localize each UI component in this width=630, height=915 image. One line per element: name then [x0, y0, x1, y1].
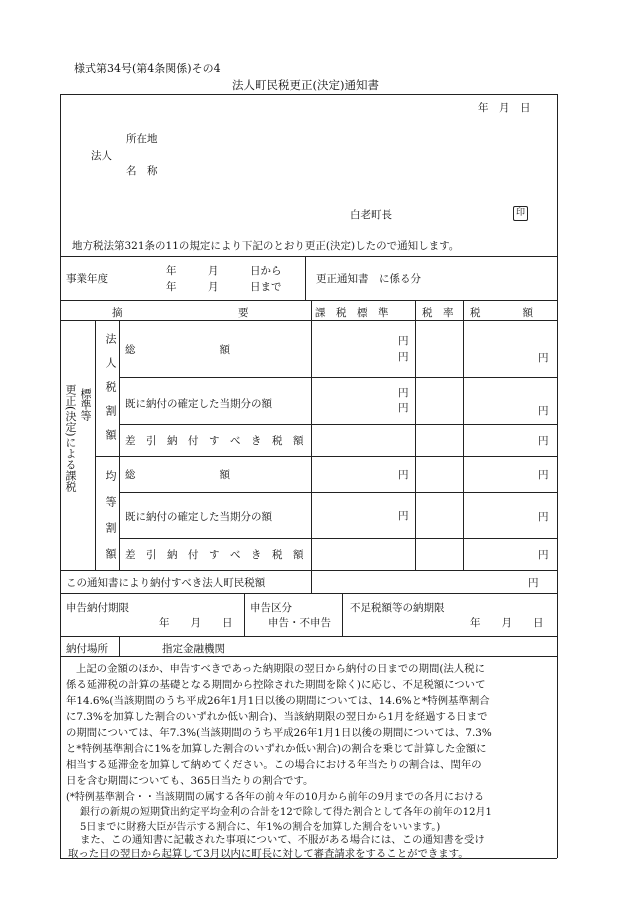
shortfall-deadline-date: 年 月 日: [470, 617, 544, 629]
standard-label: 標準等: [79, 388, 92, 421]
fiscal-year-label: 事業年度: [66, 273, 108, 285]
payment-place-label: 納付場所: [66, 643, 108, 655]
corp-paid-standard-yen-1: 円: [398, 387, 409, 399]
body-line: また、この通知書に記載された事項について、不服がある場合には、この通知書を受け: [80, 834, 485, 846]
deadline-label: 申告納付期限: [66, 602, 129, 614]
pc-diff-tax-yen: 円: [538, 549, 549, 561]
col-tax: 税 額: [470, 307, 533, 319]
filing-class-label: 申告区分: [250, 602, 292, 614]
body-line: と*特例基準割合に1%を加算した割合のいずれか低い割合)の割合を乗じて計算した金額に: [66, 743, 487, 755]
body-line: に7.3%を加算した割合のいずれか低い割合)、当該納期限の翌日から1月を経過する日まで: [66, 711, 488, 723]
section-label: 更正(決定)による課税: [64, 384, 77, 492]
body-line: 相当する延滞金を加算して納めてください。この場合における年当たりの割合は、閏年の: [66, 759, 482, 771]
total-due-label: この通知書により納付すべき法人町民税額: [66, 577, 266, 589]
col-summary: 摘 要: [112, 307, 249, 319]
fiscal-year-to: 年 月 日まで: [166, 281, 282, 293]
corp-paid-standard-yen-2: 円: [398, 402, 409, 414]
fiscal-year-from: 年 月 日から: [166, 265, 282, 277]
issue-date: 年 月 日: [478, 102, 531, 114]
col-rate: 税 率: [422, 307, 454, 319]
deadline-date: 年 月 日: [159, 617, 233, 629]
corp-tax-label: 法人税割額: [104, 333, 117, 453]
body-line: 年14.6%(当該期間のうち平成26年1月1日以後の期間については、14.6%と*特例基準割合: [66, 695, 490, 707]
body-line: 日を含む期間についても、365日当たりの割合です。: [66, 775, 314, 787]
body-line: 銀行の新規の短期貸出約定平均金利の合計を12で除して得た割合として各年の前年の12月1: [80, 807, 492, 818]
body-line: 係る延滞税の計算の基礎となる期間から控除された期間を除く)に応じ、不足税額について: [66, 679, 486, 691]
corp-diff-tax-yen: 円: [538, 435, 549, 447]
pc-paid-standard-yen: 円: [398, 510, 409, 522]
pc-paid-label: 既に納付の確定した当期分の額: [125, 511, 272, 523]
body-line: 上記の金額のほか、申告すべきであった納期限の翌日から納付の日までの期間(法人税に: [76, 663, 485, 675]
filing-class-value: 申告・不申告: [268, 617, 331, 629]
pc-paid-tax-yen: 円: [538, 511, 549, 523]
corporation-label: 法人: [91, 150, 112, 162]
body-line: 5日までに財務大臣が告示する割合に、年1%の割合を加算した割合をいいます。): [80, 822, 441, 833]
corp-total-tax-yen: 円: [538, 352, 549, 364]
pc-total-tax-yen: 円: [538, 469, 549, 481]
pc-total-standard-yen: 円: [398, 469, 409, 481]
body-line: の期間については、年7.3%(当該期間のうち平成26年1月1日以後の期間については、7.3%: [66, 727, 492, 739]
corp-total-standard-yen-1: 円: [398, 335, 409, 347]
related-notice: 更正通知書 に係る分: [316, 273, 421, 285]
corp-diff-label: 差 引 納 付 す べ き 税 額: [125, 435, 304, 447]
pc-total-label: 総 額: [125, 469, 230, 481]
body-line: (*特例基準割合・・当該期間の属する各年の前々年の10月から前年の9月までの各月における: [66, 792, 484, 803]
seal-mark: 印: [513, 206, 528, 221]
col-standard: 課 税 標 準: [315, 307, 389, 319]
mayor-name: 白老町長: [350, 209, 392, 221]
document-title: 法人町民税更正(決定)通知書: [232, 78, 379, 92]
corp-paid-tax-yen: 円: [538, 405, 549, 417]
location-label: 所在地: [126, 133, 158, 145]
corp-total-label: 総 額: [125, 344, 230, 356]
notice-text: 地方税法第321条の11の規定により下記のとおり更正(決定)したので通知します。: [72, 240, 460, 252]
corp-total-standard-yen-2: 円: [398, 351, 409, 363]
name-label: 名 称: [126, 165, 158, 177]
payment-place-value: 指定金融機関: [162, 643, 225, 655]
total-due-yen: 円: [528, 577, 539, 589]
pc-diff-label: 差 引 納 付 す べ き 税 額: [125, 549, 304, 561]
body-line: 取った日の翌日から起算して3月以内に町長に対して審査請求をすることができます。: [68, 848, 469, 860]
corp-paid-label: 既に納付の確定した当期分の額: [125, 398, 272, 410]
shortfall-deadline-label: 不足税額等の納期限: [350, 602, 445, 614]
form-number: 様式第34号(第4条関係)その4: [74, 62, 221, 75]
per-capita-label: 均等割額: [104, 470, 117, 574]
